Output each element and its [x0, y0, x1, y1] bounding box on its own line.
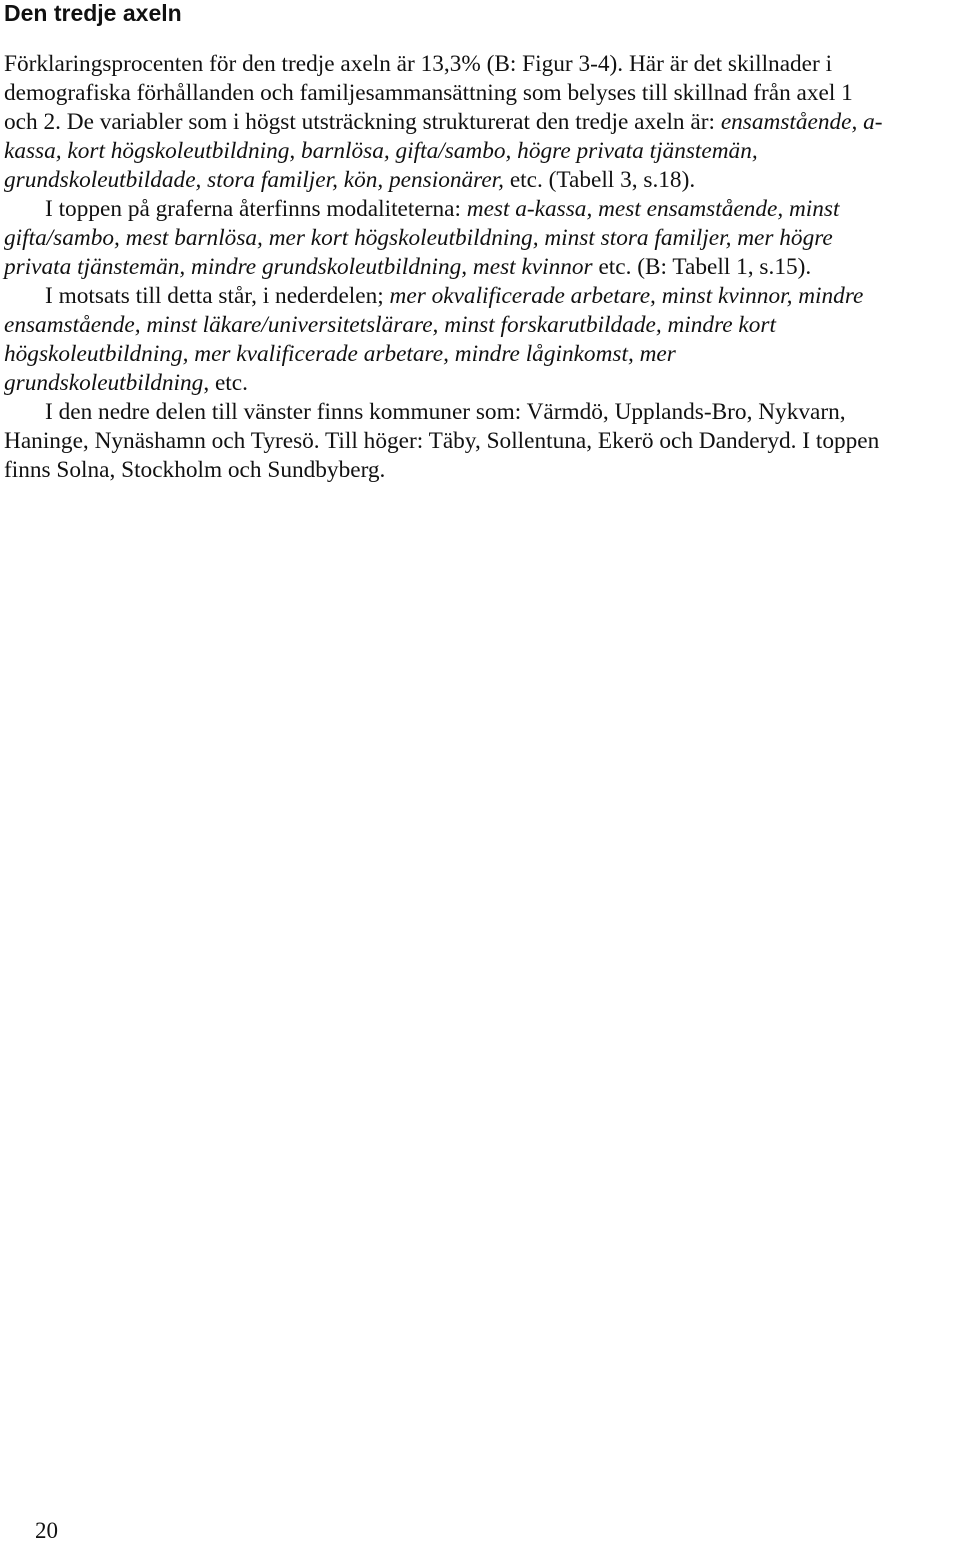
paragraph — [4, 50, 960, 195]
italic-text-run: ensamstående, a- — [720, 109, 883, 135]
text-line — [4, 253, 960, 282]
page-number: 20 — [35, 1518, 58, 1543]
italic-text-run: gifta/sambo, mest barnlösa, mer kort högskoleutbildning, minst stora familjer, mer högre — [4, 225, 833, 251]
text-run: Förklaringsprocenten för den tredje axeln är 13,3% (B: Figur 3-4). Här är det skillnader i — [4, 51, 833, 77]
italic-text-run: kassa, kort högskoleutbildning, barnlösa, gifta/sambo, högre privata tjänstemän, — [4, 138, 758, 164]
text-line — [4, 369, 960, 398]
text-line — [4, 79, 960, 108]
text-line — [4, 224, 960, 253]
text-run: I motsats till detta står, i nederdelen; — [45, 283, 390, 309]
text-run: I den nedre delen till vänster finns kommuner som: Värmdö, Upplands-Bro, Nykvarn, — [45, 399, 846, 425]
text-line — [4, 427, 960, 456]
text-line — [4, 108, 960, 137]
text-run: finns Solna, Stockholm och Sundbyberg. — [4, 457, 386, 483]
section-heading: Den tredje axeln — [4, 0, 182, 26]
italic-text-run: grundskoleutbildning — [4, 370, 204, 396]
text-run: etc. (B: Tabell 1, s.15). — [592, 254, 812, 280]
text-line — [4, 340, 960, 369]
text-run: I toppen på graferna återfinns modaliteterna: — [45, 196, 467, 222]
text-line — [4, 137, 960, 166]
italic-text-run: privata tjänstemän, mindre grundskoleutbildning, mest kvinnor — [4, 254, 593, 280]
text-line — [4, 398, 960, 427]
body-text — [4, 50, 960, 485]
text-line — [4, 166, 960, 195]
text-line — [4, 456, 960, 485]
text-run: etc. (Tabell 3, s.18). — [504, 167, 696, 193]
text-run: , etc. — [203, 370, 248, 396]
italic-text-run: högskoleutbildning, mer kvalificerade arbetare, mindre låginkomst, mer — [4, 341, 676, 367]
text-run: Haninge, Nynäshamn och Tyresö. Till höger: Täby, Sollentuna, Ekerö och Danderyd. I toppen — [4, 428, 880, 454]
italic-text-run: ensamstående, minst läkare/universitetslärare, minst forskarutbildade, mindre kort — [4, 312, 776, 338]
text-line — [4, 311, 960, 340]
text-run: och 2. De variabler som i högst utsträckning strukturerat den tredje axeln är: — [4, 109, 721, 135]
italic-text-run: mest a-kassa, mest ensamstående, minst — [466, 196, 840, 222]
paragraph — [4, 195, 960, 282]
paragraph — [4, 282, 960, 398]
italic-text-run: mer okvalificerade arbetare, minst kvinnor, mindre — [389, 283, 864, 309]
text-line — [4, 282, 960, 311]
text-run: demografiska förhållanden och familjesammansättning som belyses till skillnad från axel 1 — [4, 80, 853, 106]
paragraph — [4, 398, 960, 485]
text-line — [4, 50, 960, 79]
italic-text-run: grundskoleutbildade, stora familjer, kön, pensionärer, — [4, 167, 504, 193]
text-line — [4, 195, 960, 224]
